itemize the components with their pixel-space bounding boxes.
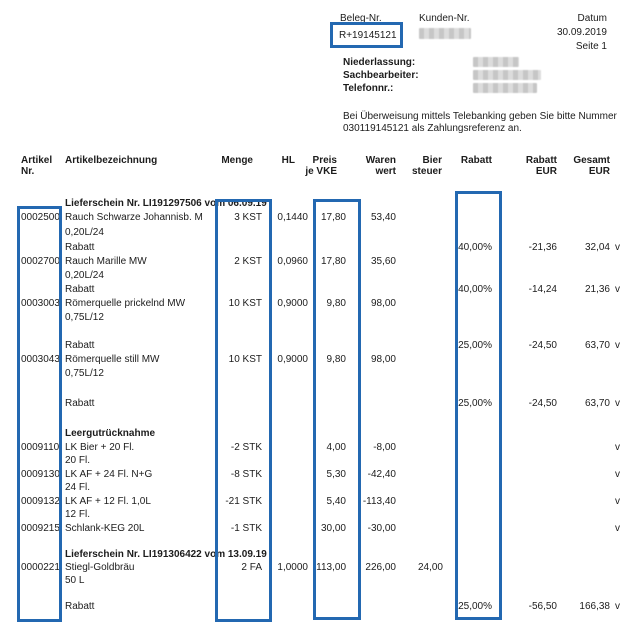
cell-v: v (615, 242, 620, 253)
cell-bez: LK AF + 12 Fl. 1,0L (65, 496, 151, 507)
niederlassung-label: Niederlassung: (343, 57, 416, 68)
col-header-gesamt-eur-unit: EUR (588, 166, 610, 177)
cell-preis: 9,80 (326, 354, 346, 365)
table-row (0, 509, 633, 521)
table-row (0, 601, 633, 613)
cell-bez: Rauch Schwarze Johannisb. M (65, 212, 203, 223)
cell-bez: 20 Fl. (65, 455, 91, 466)
table-row (0, 284, 633, 296)
niederlassung-redacted-value (473, 57, 519, 67)
cell-menge: -21 STK (225, 496, 262, 507)
cell-bez: Rabatt (65, 398, 95, 409)
table-row (0, 242, 633, 254)
col-header-artikel: Artikel (21, 155, 53, 166)
cell-menge: 2 KST (234, 256, 262, 267)
cell-preis: 5,40 (326, 496, 346, 507)
cell-artikel: 0003043 (21, 354, 60, 365)
table-row (0, 398, 633, 410)
cell-waren: -30,00 (367, 523, 396, 534)
cell-preis: 30,00 (320, 523, 346, 534)
cell-waren: 35,60 (370, 256, 396, 267)
payment-note-line2: 030119145121 als Zahlungsreferenz an. (343, 123, 522, 134)
cell-rabatt_eur: -21,36 (528, 242, 557, 253)
col-header-rabatt-eur: Rabatt (525, 155, 557, 166)
cell-preis: 9,80 (326, 298, 346, 309)
cell-hl: 0,9000 (277, 298, 308, 309)
sachbearbeiter-label: Sachbearbeiter: (343, 70, 419, 81)
cell-bez: 0,75L/12 (65, 368, 104, 379)
cell-rabatt: 25,00% (458, 601, 492, 612)
col-header-artikel-nr: Nr. (21, 166, 35, 177)
sachbearbeiter-redacted-value (473, 70, 541, 80)
cell-waren: 226,00 (365, 562, 396, 573)
cell-waren: -8,00 (373, 442, 396, 453)
col-header-hl: HL (281, 155, 295, 166)
cell-artikel: 0003003 (21, 298, 60, 309)
telefonnr-redacted-value (473, 83, 537, 93)
col-header-waren: Waren (365, 155, 396, 166)
cell-bez: 12 Fl. (65, 509, 91, 520)
cell-v: v (615, 469, 620, 480)
datum-label: Datum (577, 13, 607, 24)
section-header-row (0, 549, 633, 561)
cell-v: v (615, 340, 620, 351)
cell-bez: Rabatt (65, 601, 95, 612)
cell-hl: 0,9000 (277, 354, 308, 365)
cell-rabatt_eur: -56,50 (528, 601, 557, 612)
cell-bez: 24 Fl. (65, 482, 91, 493)
col-header-bier: Bier (422, 155, 442, 166)
cell-menge: 10 KST (228, 298, 262, 309)
table-row (0, 562, 633, 574)
table-row (0, 354, 633, 366)
cell-bez: Römerquelle still MW (65, 354, 160, 365)
table-row (0, 212, 633, 224)
cell-v: v (615, 601, 620, 612)
cell-waren: -42,40 (367, 469, 396, 480)
cell-bez: 50 L (65, 575, 85, 586)
table-row (0, 469, 633, 481)
cell-artikel: 0002700 (21, 256, 60, 267)
cell-preis: 5,30 (326, 469, 346, 480)
cell-preis: 4,00 (326, 442, 346, 453)
cell-gesamt: 21,36 (584, 284, 610, 295)
cell-bez: Rabatt (65, 284, 95, 295)
cell-hl: 1,0000 (277, 562, 308, 573)
cell-artikel: 0009132 (21, 496, 60, 507)
cell-menge: -8 STK (230, 469, 262, 480)
cell-waren: 98,00 (370, 298, 396, 309)
col-header-rabatt: Rabatt (460, 155, 492, 166)
cell-bier: 24,00 (417, 562, 443, 573)
cell-gesamt: 63,70 (584, 340, 610, 351)
cell-gesamt: 166,38 (579, 601, 610, 612)
table-row (0, 227, 633, 239)
cell-v: v (615, 398, 620, 409)
telefonnr-label: Telefonnr.: (343, 83, 394, 94)
table-row (0, 496, 633, 508)
col-header-je-vke: je VKE (305, 166, 337, 177)
page-number: Seite 1 (575, 41, 607, 52)
cell-artikel: 0002500 (21, 212, 60, 223)
table-row (0, 368, 633, 380)
cell-bez: Lieferschein Nr. LI191306422 vom 13.09.19 (65, 549, 267, 560)
cell-rabatt_eur: -24,50 (528, 398, 557, 409)
section-header-row (0, 198, 633, 210)
datum-value: 30.09.2019 (556, 27, 607, 38)
cell-menge: 3 KST (234, 212, 262, 223)
beleg-nr-label: Beleg-Nr. (340, 13, 382, 24)
cell-menge: 2 FA (241, 562, 262, 573)
cell-bez: Römerquelle prickelnd MW (65, 298, 186, 309)
col-header-steuer: steuer (411, 166, 442, 177)
payment-note-line1: Bei Überweisung mittels Telebanking geben Sie bitte Nummer (343, 111, 617, 122)
cell-menge: -2 STK (230, 442, 262, 453)
cell-bez: 0,20L/24 (65, 227, 104, 238)
col-header-menge: Menge (221, 155, 253, 166)
kunden-nr-label: Kunden-Nr. (419, 13, 470, 24)
table-row (0, 482, 633, 494)
cell-waren: -113,40 (362, 496, 396, 507)
section-header-row (0, 428, 633, 440)
cell-bez: 0,20L/24 (65, 270, 104, 281)
table-row (0, 340, 633, 352)
cell-bez: LK Bier + 20 Fl. (65, 442, 135, 453)
col-header-artikelbezeichnung: Artikelbezeichnung (65, 155, 158, 166)
cell-v: v (615, 523, 620, 534)
cell-waren: 53,40 (370, 212, 396, 223)
cell-rabatt: 25,00% (458, 398, 492, 409)
cell-artikel: 0000221 (21, 562, 60, 573)
cell-preis: 17,80 (320, 256, 346, 267)
cell-bez: Rabatt (65, 242, 95, 253)
cell-bez: Schlank-KEG 20L (65, 523, 145, 534)
cell-rabatt: 25,00% (458, 340, 492, 351)
cell-bez: Rabatt (65, 340, 95, 351)
cell-bez: Stiegl-Goldbräu (65, 562, 135, 573)
table-row (0, 575, 633, 587)
kunden-nr-redacted-value (419, 28, 471, 39)
cell-rabatt_eur: -14,24 (528, 284, 557, 295)
col-header-preis: Preis (312, 155, 337, 166)
cell-preis: 17,80 (320, 212, 346, 223)
table-row (0, 256, 633, 268)
cell-rabatt: 40,00% (458, 242, 492, 253)
cell-bez: 0,75L/12 (65, 312, 104, 323)
table-row (0, 270, 633, 282)
cell-rabatt_eur: -24,50 (528, 340, 557, 351)
table-row (0, 523, 633, 535)
cell-menge: 10 KST (228, 354, 262, 365)
cell-rabatt: 40,00% (458, 284, 492, 295)
cell-bez: Rauch Marille MW (65, 256, 147, 267)
cell-bez: Lieferschein Nr. LI191297506 vom 06.09.19 (65, 198, 267, 209)
cell-menge: -1 STK (230, 523, 262, 534)
cell-preis: 113,00 (316, 562, 346, 573)
cell-artikel: 0009215 (21, 523, 60, 534)
table-row (0, 455, 633, 467)
cell-waren: 98,00 (370, 354, 396, 365)
cell-gesamt: 63,70 (584, 398, 610, 409)
col-header-wert: wert (375, 166, 396, 177)
cell-v: v (615, 496, 620, 507)
col-header-rabatt-eur-unit: EUR (535, 166, 557, 177)
table-row (0, 312, 633, 324)
cell-bez: LK AF + 24 Fl. N+G (65, 469, 153, 480)
cell-gesamt: 32,04 (584, 242, 610, 253)
table-row (0, 442, 633, 454)
cell-hl: 0,1440 (277, 212, 308, 223)
cell-v: v (615, 442, 620, 453)
cell-hl: 0,0960 (277, 256, 308, 267)
table-row (0, 298, 633, 310)
beleg-nr-value: R+19145121 (339, 30, 397, 41)
cell-artikel: 0009110 (21, 442, 60, 453)
cell-v: v (615, 284, 620, 295)
cell-artikel: 0009130 (21, 469, 60, 480)
col-header-gesamt: Gesamt (573, 155, 610, 166)
cell-bez: Leergutrücknahme (65, 428, 156, 439)
